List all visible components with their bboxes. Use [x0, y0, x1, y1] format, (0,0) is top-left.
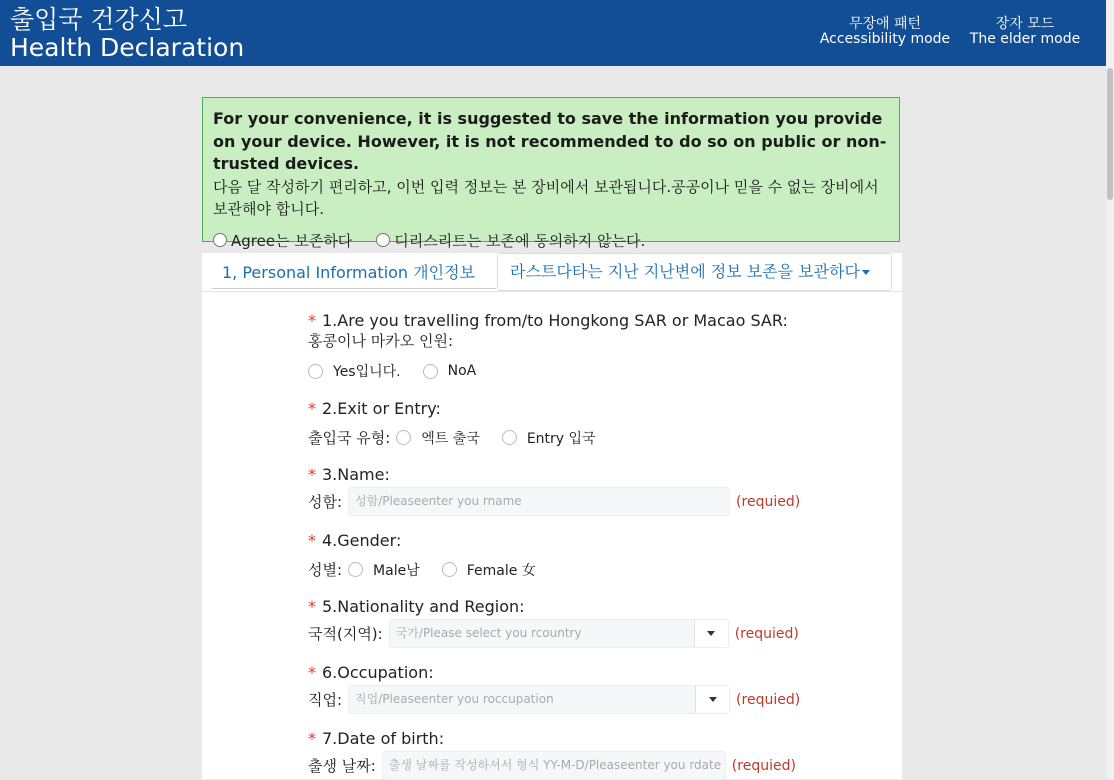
question-6-sub: 직업:	[308, 691, 343, 709]
scrollbar-thumb[interactable]	[1107, 68, 1113, 200]
required-note: (requied)	[736, 691, 801, 708]
no-radio[interactable]	[423, 364, 438, 379]
question-6	[308, 663, 434, 682]
required-star-icon: *	[308, 729, 316, 748]
nationality-select[interactable]	[389, 619, 729, 648]
declaration-form	[202, 253, 902, 779]
female-radio[interactable]	[442, 562, 457, 577]
required-note: (requied)	[734, 625, 799, 642]
question-5-sub: 국적(지역):	[308, 625, 383, 643]
required-star-icon: *	[308, 311, 316, 330]
name-input[interactable]: 성함/Pleaseenter you rname	[348, 487, 730, 516]
option-no[interactable]	[423, 363, 477, 379]
male-radio[interactable]	[348, 562, 363, 577]
yes-radio[interactable]	[308, 364, 323, 379]
option-entry[interactable]	[502, 428, 596, 448]
question-6-label: 6.Occupation:	[322, 663, 434, 682]
option-female[interactable]	[442, 560, 536, 580]
required-star-icon: *	[308, 597, 316, 616]
notice-text-en: For your convenience, it is suggested to save the information you provide on your device. However, it is not recommended to do so on public or non-trusted devices.	[213, 109, 887, 173]
exit-label: 엑트 출국	[421, 430, 480, 447]
required-note: (requied)	[736, 493, 801, 510]
page-title-ko: 출입국 건강신고	[10, 5, 187, 34]
required-star-icon: *	[308, 531, 316, 550]
disagree-option[interactable]	[376, 230, 645, 251]
question-3-label: 3.Name:	[322, 465, 390, 484]
elder-mode-label-ko: 장자 모드	[995, 16, 1055, 32]
accessibility-mode-link[interactable]	[815, 17, 955, 47]
question-7-row	[308, 751, 796, 780]
question-3	[308, 465, 390, 484]
entry-radio[interactable]	[502, 430, 517, 445]
required-star-icon: *	[308, 465, 316, 484]
question-4-options	[308, 559, 558, 580]
elder-mode-link[interactable]	[965, 17, 1085, 47]
question-5-label: 5.Nationality and Region:	[322, 597, 525, 616]
occupation-select-value: 직업/Pleaseenter you roccupation	[355, 692, 554, 706]
question-6-row	[308, 685, 800, 714]
question-2	[308, 399, 441, 418]
question-5	[308, 597, 525, 616]
save-options	[213, 230, 889, 251]
option-exit[interactable]	[396, 428, 480, 448]
tab-divider	[202, 291, 902, 292]
caret-down-icon	[709, 697, 717, 702]
occupation-select[interactable]	[348, 685, 730, 714]
question-1	[308, 311, 788, 351]
question-2-options	[308, 427, 618, 448]
disagree-radio[interactable]	[376, 233, 390, 247]
save-info-notice	[202, 97, 900, 250]
exit-radio[interactable]	[396, 430, 411, 445]
question-3-sub: 성함:	[308, 493, 343, 511]
nationality-select-value: 국가/Please select you rcountry	[395, 626, 582, 640]
restore-last-data-dropdown[interactable]	[497, 253, 892, 291]
agree-label: Agree는 보존하다	[231, 231, 353, 250]
required-star-icon: *	[308, 399, 316, 418]
page-title-en: Health Declaration	[10, 33, 245, 62]
male-label: Male남	[373, 562, 420, 579]
question-2-sub: 출입국 유형:	[308, 429, 391, 447]
disagree-label: 디리스리트는 보존에 동의하지 않는다.	[394, 231, 646, 250]
agree-option[interactable]	[213, 230, 352, 251]
required-note: (requied)	[731, 757, 796, 774]
female-label: Female 女	[466, 562, 536, 579]
required-star-icon: *	[308, 663, 316, 682]
question-4-label: 4.Gender:	[322, 531, 402, 550]
entry-label: Entry 입국	[526, 430, 596, 447]
question-7-sub: 출생 날짜:	[308, 757, 376, 775]
question-5-row	[308, 619, 799, 648]
caret-down-icon	[707, 631, 715, 636]
elder-mode-label-en: The elder mode	[969, 31, 1081, 47]
question-1-label: 1.Are you travelling from/to Hongkong SAR or Macao SAR:	[322, 311, 788, 330]
notice-text-ko: 다음 달 작성하기 편리하고, 이번 입력 정보는 본 장비에서 보관됩니다.공공이나 믿을 수 없는 장비에서 보관해야 합니다.	[213, 177, 879, 218]
notice-text	[213, 108, 889, 221]
accessibility-mode-label-ko: 무장애 패턴	[848, 16, 922, 32]
caret-down-icon	[862, 270, 870, 275]
question-7	[308, 729, 444, 748]
question-4	[308, 531, 401, 550]
app-header	[0, 0, 1106, 66]
accessibility-mode-label-en: Accessibility mode	[819, 31, 951, 47]
option-yes[interactable]	[308, 361, 401, 381]
agree-radio[interactable]	[213, 233, 227, 247]
question-4-sub: 성별:	[308, 561, 343, 579]
no-label: NoA	[447, 363, 477, 379]
question-1-options	[308, 361, 498, 381]
question-3-row	[308, 487, 800, 516]
tab-personal-information[interactable]: 1, Personal Information 개인정보	[212, 257, 496, 289]
question-7-label: 7.Date of birth:	[322, 729, 445, 748]
occupation-dropdown-button[interactable]	[695, 686, 729, 713]
restore-dropdown-label: 라스트다타는 지난 지난변에 정보 보존을 보관하다	[510, 262, 861, 281]
yes-label: Yes입니다.	[333, 364, 401, 380]
nationality-dropdown-button[interactable]	[694, 620, 728, 647]
date-of-birth-input[interactable]: 출생 날짜를 작성하셔서 형식 YY-M-D/Pleaseenter you rdate	[382, 751, 726, 780]
option-male[interactable]	[348, 560, 420, 580]
question-1-sub: 홍콩이나 마카오 인원:	[308, 332, 454, 350]
question-2-label: 2.Exit or Entry:	[322, 399, 441, 418]
page-scrollbar[interactable]	[1106, 0, 1114, 779]
